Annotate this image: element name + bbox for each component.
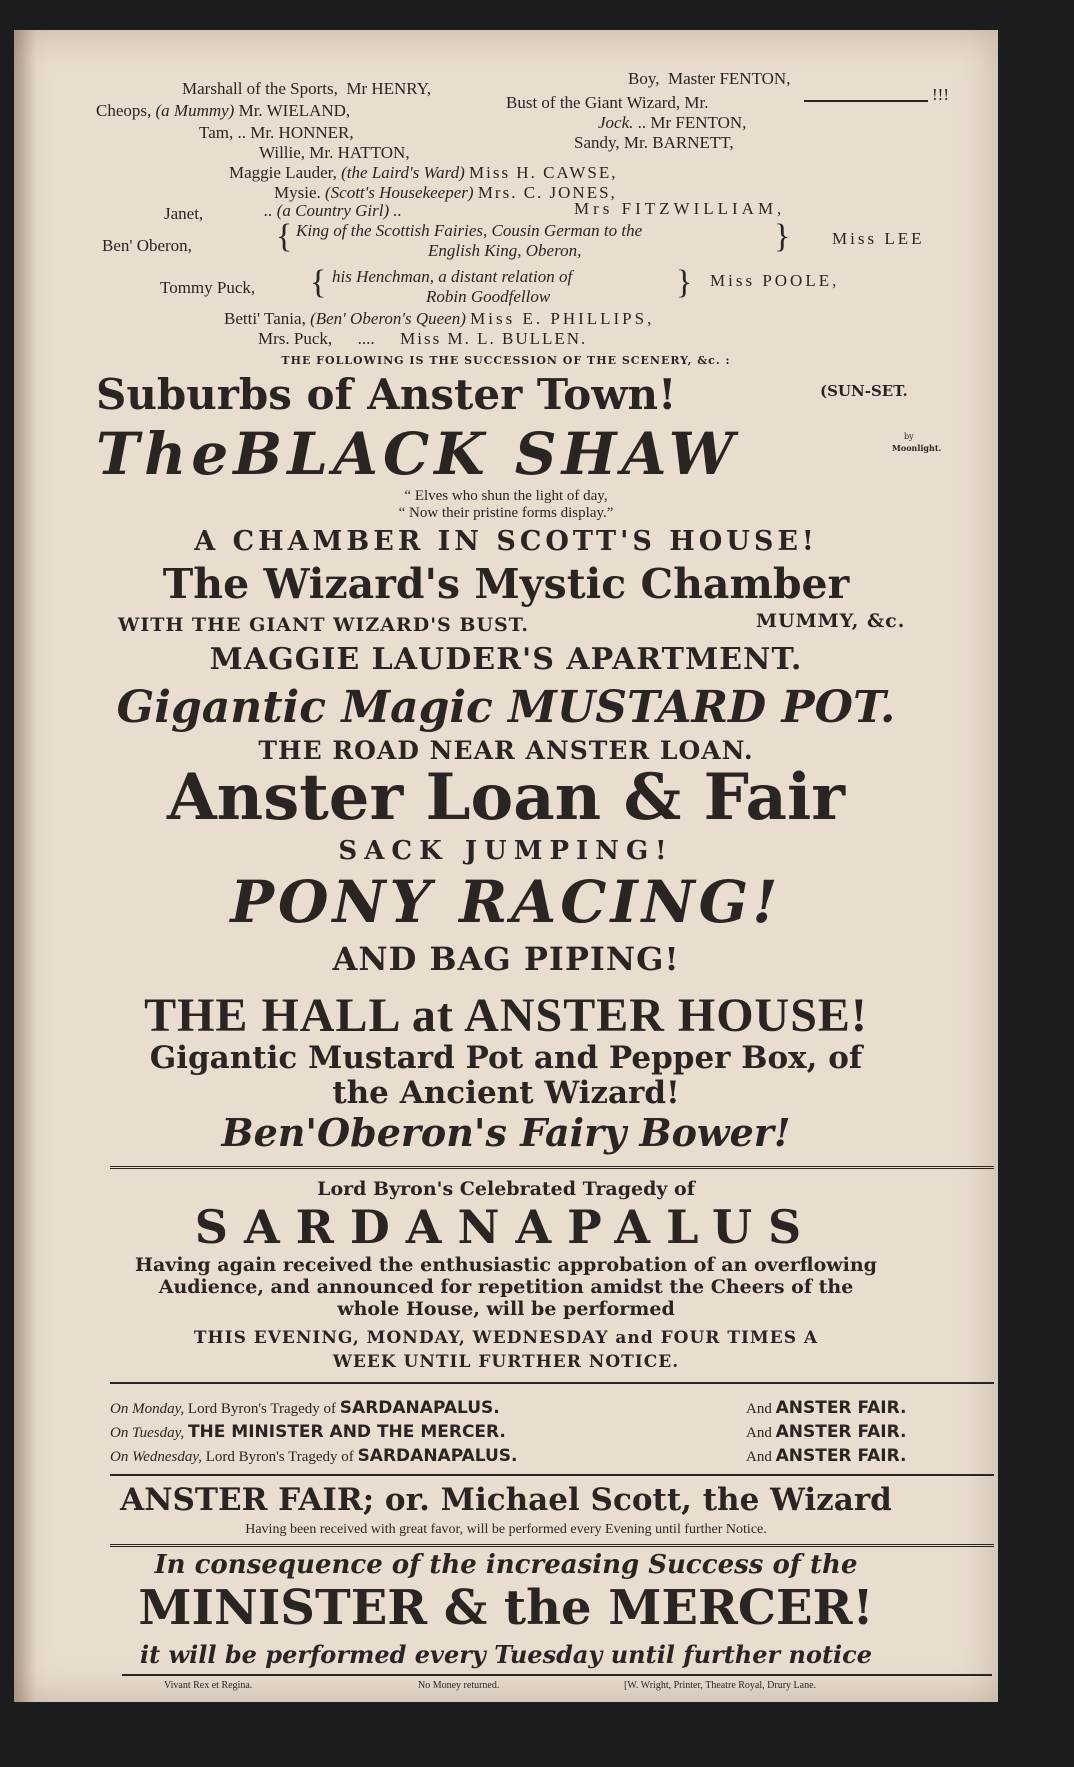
footer-right: [W. Wright, Printer, Theatre Royal, Drury Lane.	[624, 1680, 817, 1691]
cast-janet: Janet,	[164, 204, 204, 223]
scene-road: THE ROAD NEAR ANSTER LOAN.	[258, 736, 754, 765]
schedule-row: On Wednesday, Lord Byron's Tragedy of SARDANAPALUS. And ANSTER FAIR.	[110, 1446, 907, 1466]
scene-fairy-bower: Ben'Oberon's Fairy Bower!	[221, 1110, 791, 1155]
divider-4	[110, 1544, 994, 1547]
scenery-intro: THE FOLLOWING IS THE SUCCESSION OF THE SCENERY, &c. :	[281, 354, 731, 367]
tragedy-title: SARDANAPALUS	[194, 1200, 818, 1254]
brace-right-1: }	[774, 218, 791, 255]
cast-benoberon-role2: English King, Oberon,	[428, 241, 582, 260]
cast-marshall: Marshall of the Sports, Mr HENRY,	[182, 79, 432, 98]
divider-1	[110, 1166, 994, 1169]
anster-fair-received: Having been received with great favor, will be performed every Evening until further Notice.	[245, 1522, 767, 1537]
scene-maggie-apartment: MAGGIE LAUDER'S APARTMENT.	[209, 642, 803, 677]
cast-jock: Jock. .. Mr FENTON,	[598, 113, 747, 132]
brace-right-2: }	[676, 264, 693, 301]
divider-2	[110, 1382, 994, 1384]
moonlight-by: by	[904, 432, 914, 441]
tragedy-intro: Lord Byron's Celebrated Tragedy of	[317, 1178, 695, 1200]
cast-betti: Betti' Tania, (Ben' Oberon's Queen) Miss E. PHILLIPS,	[224, 309, 655, 328]
tragedy-line2: Audience, and announced for repetition amidst the Cheers of the	[158, 1276, 854, 1298]
scene-sunset: (SUN-SET.	[820, 382, 908, 400]
divider-3	[110, 1474, 994, 1476]
scene-mummy: MUMMY, &c.	[756, 610, 906, 632]
consequence-title: MINISTER & the MERCER!	[138, 1580, 874, 1636]
schedule-row: On Monday, Lord Byron's Tragedy of SARDANAPALUS. And ANSTER FAIR.	[110, 1398, 907, 1418]
scene-suburbs: Suburbs of Anster Town!	[96, 370, 677, 419]
quote-line-1: “ Elves who shun the light of day,	[404, 488, 608, 504]
cast-willie: Willie, Mr. HATTON,	[259, 143, 410, 162]
cast-boy: Boy, Master FENTON,	[628, 69, 791, 88]
tragedy-line1: Having again received the enthusiastic approbation of an overflowing	[135, 1254, 877, 1276]
cast-sandy: Sandy, Mr. BARNETT,	[574, 133, 734, 152]
scene-anster-loan: Anster Loan & Fair	[167, 760, 845, 835]
tragedy-line3: whole House, will be performed	[337, 1298, 675, 1320]
cast-tommy-role2: Robin Goodfellow	[426, 287, 551, 306]
divider-5	[122, 1674, 992, 1676]
schedule-row: On Tuesday, THE MINISTER AND THE MERCER. And ANSTER FAIR.	[110, 1422, 907, 1442]
cast-benoberon-actor: Miss LEE	[832, 229, 925, 248]
scene-pony-racing: PONY RACING!	[230, 868, 782, 936]
cast-janet-actor: Mrs FITZWILLIAM,	[574, 199, 786, 218]
cast-tommy-actor: Miss POOLE,	[710, 271, 840, 290]
cast-janet-role: .. (a Country Girl) ..	[264, 201, 402, 220]
scene-gigantic-line1: Gigantic Mustard Pot and Pepper Box, of	[149, 1040, 863, 1076]
anster-fair-title: ANSTER FAIR; or. Michael Scott, the Wizard	[120, 1482, 892, 1518]
scene-bust: WITH THE GIANT WIZARD'S BUST.	[118, 614, 530, 636]
cast-mrspuck: Mrs. Puck, .... Miss M. L. BULLEN.	[258, 329, 588, 348]
exclaim-text: !!!	[932, 85, 949, 104]
cast-tommy: Tommy Puck,	[160, 278, 256, 297]
brace-left-2: {	[310, 264, 327, 301]
consequence-line1: In consequence of the increasing Success of the	[154, 1550, 858, 1580]
cast-bust: Bust of the Giant Wizard, Mr.	[506, 93, 709, 112]
cast-tommy-role1: his Henchman, a distant relation of	[332, 267, 573, 286]
cast-tam: Tam, .. Mr. HONNER,	[199, 123, 354, 142]
scene-bag-piping: AND BAG PIPING!	[332, 940, 680, 978]
scene-mystic-chamber: The Wizard's Mystic Chamber	[162, 560, 850, 608]
scene-sack-jumping: SACK JUMPING!	[338, 836, 674, 866]
footer-left: Vivant Rex et Regina.	[164, 1680, 253, 1691]
cast-benoberon: Ben' Oberon,	[102, 236, 192, 255]
tragedy-evening1: THIS EVENING, MONDAY, WEDNESDAY and FOUR TIMES A	[193, 1328, 819, 1348]
blank-rule	[804, 100, 928, 102]
moonlight-label: Moonlight.	[892, 443, 942, 453]
cast-maggie: Maggie Lauder, (the Laird's Ward) Miss H. CAWSE,	[229, 163, 618, 182]
footer-center: No Money returned.	[418, 1680, 500, 1691]
scene-black-shaw: TheBLACK SHAW	[96, 420, 739, 488]
cast-benoberon-role1: King of the Scottish Fairies, Cousin German to the	[296, 221, 643, 240]
tragedy-evening2: WEEK UNTIL FURTHER NOTICE.	[332, 1352, 680, 1372]
scene-hall: THE HALL at ANSTER HOUSE!	[144, 989, 868, 1042]
quote-line-2: “ Now their pristine forms display.”	[398, 505, 614, 521]
cast-mysie: Mysie. (Scott's Housekeeper) Mrs. C. JONES,	[274, 183, 617, 202]
scene-chamber: A CHAMBER IN SCOTT'S HOUSE!	[194, 526, 818, 557]
consequence-line2: it will be performed every Tuesday until further notice	[139, 1640, 873, 1669]
scene-mustard-pot: Gigantic Magic MUSTARD POT.	[116, 682, 896, 733]
scene-gigantic-line2: the Ancient Wizard!	[332, 1075, 680, 1111]
playbill-paper	[14, 30, 998, 1702]
brace-left-1: {	[276, 218, 293, 255]
cast-cheops: Cheops, (a Mummy) Mr. WIELAND,	[96, 101, 351, 120]
